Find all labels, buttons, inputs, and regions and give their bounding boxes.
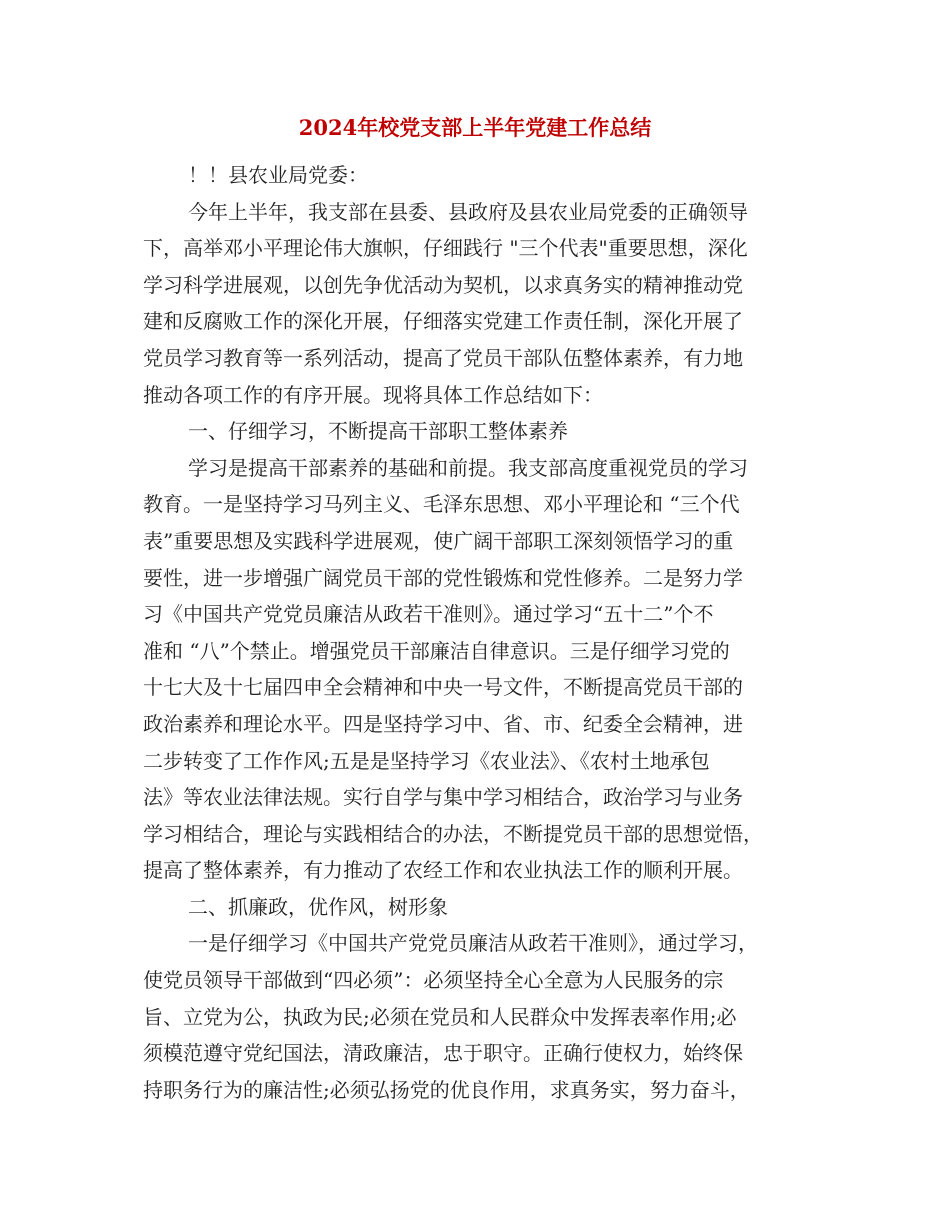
text-line: 一是仔细学习《中国共产党党员廉洁从政若干准则》，通过学习， xyxy=(188,931,758,956)
text-line: 学习相结合，理论与实践相结合的办法，不断提党员干部的思想觉悟， xyxy=(143,821,763,846)
text-line: 党员学习教育等一系列活动，提高了党员干部队伍整体素养，有力地 xyxy=(143,345,743,370)
text-line: 政治素养和理论水平。四是坚持学习中、省、市、纪委全会精神，进 xyxy=(143,711,743,736)
text-line: 学习是提高干部素养的基础和前提。我支部高度重视党员的学习 xyxy=(188,455,748,480)
text-line: 十七大及十七届四申全会精神和中央一号文件，不断提高党员干部的 xyxy=(143,675,743,700)
text-line: 法》等农业法律法规。实行自学与集中学习相结合，政治学习与业务 xyxy=(143,785,743,810)
text-line: 持职务行为的廉洁性;必须弘扬党的优良作用，求真务实，努力奋斗， xyxy=(143,1077,750,1102)
text-line: 今年上半年，我支部在县委、县政府及县农业局党委的正确领导 xyxy=(188,199,748,224)
text-line: ！！县农业局党委： xyxy=(188,163,368,187)
text-line: 教育。一是坚持学习马列主义、毛泽东思想、邓小平理论和 “三个代 xyxy=(143,492,740,517)
text-line: 下，高举邓小平理论伟大旗帜，仔细践行 "三个代表"重要思想，深化 xyxy=(143,236,748,261)
text-line: 推动各项工作的有序开展。现将具体工作总结如下： xyxy=(143,382,603,407)
text-line: 习《中国共产党党员廉洁从政若干准则》。通过学习“五十二”个不 xyxy=(143,602,714,627)
text-line: 旨、立党为公，执政为民;必须在党员和人民群众中发挥表率作用;必 xyxy=(143,1004,737,1029)
text-line: 使党员领导干部做到“四必须”：必须坚持全心全意为人民服务的宗 xyxy=(143,968,724,993)
document-body xyxy=(143,157,811,1108)
text-line: 一、仔细学习，不断提高干部职工整体素养 xyxy=(188,419,568,444)
text-line: 二步转变了工作作风;五是是坚持学习《农业法》、《农村土地承包 xyxy=(143,748,710,773)
text-line: 表”重要思想及实践科学进展观，使广阔干部职工深刻领悟学习的重 xyxy=(143,528,734,553)
text-line: 准和 “八”个禁止。增强党员干部廉洁自律意识。三是仔细学习党的 xyxy=(143,638,730,663)
text-line: 要性，进一步增强广阔党员干部的党性锻炼和党性修养。二是努力学 xyxy=(143,565,743,590)
text-line: 建和反腐败工作的深化开展，仔细落实党建工作责任制，深化开展了 xyxy=(143,309,743,334)
text-line: 二、抓廉政，优作风，树形象 xyxy=(188,894,448,919)
text-line: 提高了整体素养，有力推动了农经工作和农业执法工作的顺利开展。 xyxy=(143,858,743,883)
text-line: 学习科学进展观，以创先争优活动为契机，以求真务实的精神推动党 xyxy=(143,272,743,297)
text-line: 须模范遵守党纪国法，清政廉洁，忠于职守。正确行使权力，始终保 xyxy=(143,1041,743,1066)
document-title: 2024年校党支部上半年党建工作总结 xyxy=(298,115,652,140)
